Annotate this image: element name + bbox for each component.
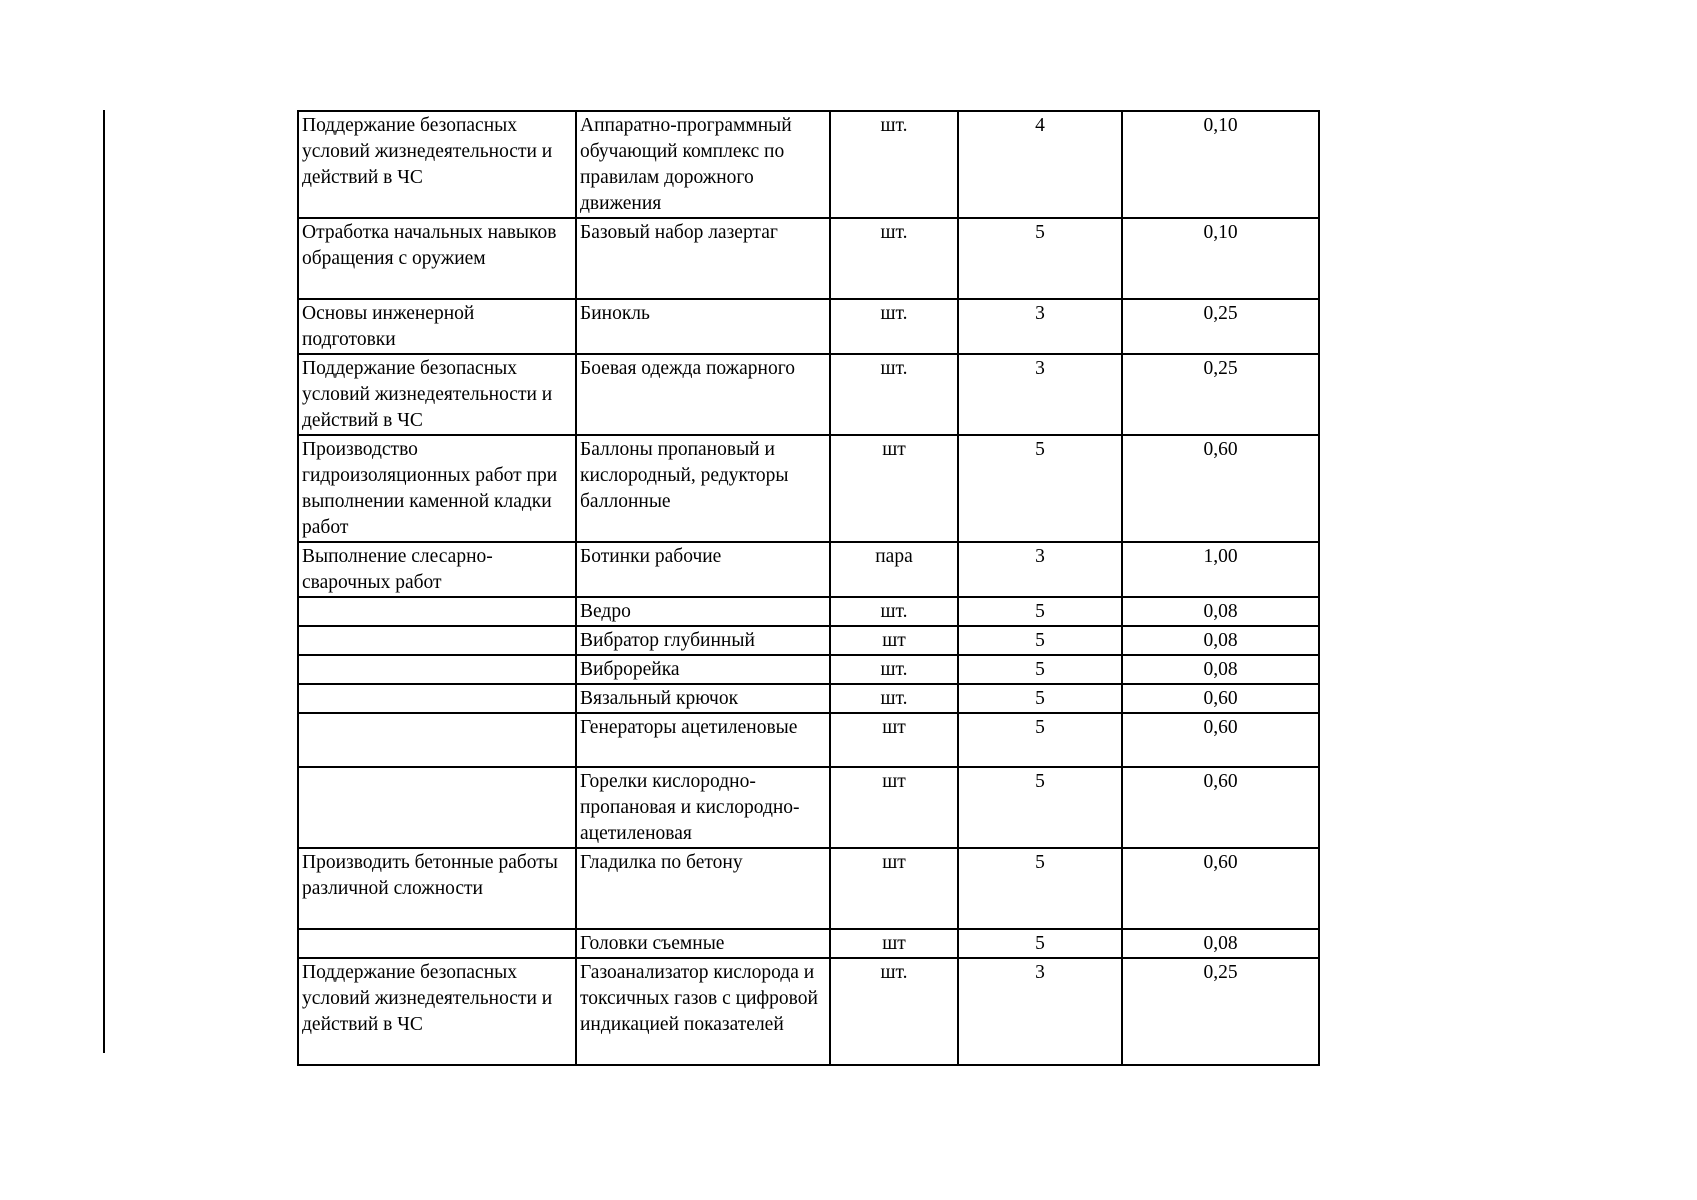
norm-cell: 0,60 [1122,767,1319,848]
unit-cell: пара [830,542,958,597]
unit-cell: шт [830,929,958,958]
table-row [298,929,1319,958]
norm-cell: 0,08 [1122,597,1319,626]
table-row [298,299,1319,354]
quantity-cell: 4 [958,111,1122,218]
unit-cell: шт. [830,597,958,626]
table-row [298,848,1319,929]
item-cell: Газоанализатор кислорода и токсичных газов с цифровой индикацией показателей [576,958,830,1065]
item-cell: Баллоны пропановый и кислородный, редукторы баллонные [576,435,830,542]
table-row [298,435,1319,542]
table-row [298,597,1319,626]
unit-cell: шт [830,767,958,848]
unit-cell: шт [830,848,958,929]
activity-cell: Поддержание безопасных условий жизнедеятельности и действий в ЧС [298,958,576,1065]
activity-cell [298,597,576,626]
activity-cell: Поддержание безопасных условий жизнедеятельности и действий в ЧС [298,354,576,435]
norm-cell: 0,60 [1122,684,1319,713]
norm-cell: 0,10 [1122,218,1319,299]
quantity-cell: 5 [958,655,1122,684]
norm-cell: 0,60 [1122,848,1319,929]
norm-cell: 1,00 [1122,542,1319,597]
quantity-cell: 5 [958,929,1122,958]
unit-cell: шт [830,435,958,542]
quantity-cell: 5 [958,767,1122,848]
activity-cell [298,929,576,958]
quantity-cell: 5 [958,597,1122,626]
item-cell: Бинокль [576,299,830,354]
norm-cell: 0,25 [1122,354,1319,435]
item-cell: Вибратор глубинный [576,626,830,655]
unit-cell: шт. [830,111,958,218]
item-cell: Головки съемные [576,929,830,958]
activity-cell [298,713,576,767]
activity-cell [298,684,576,713]
activity-cell: Поддержание безопасных условий жизнедеятельности и действий в ЧС [298,111,576,218]
activity-cell: Производство гидроизоляционных работ при выполнении каменной кладки работ [298,435,576,542]
unit-cell: шт. [830,299,958,354]
item-cell: Ведро [576,597,830,626]
table-row [298,767,1319,848]
quantity-cell: 5 [958,713,1122,767]
table-row [298,626,1319,655]
unit-cell: шт. [830,218,958,299]
norm-cell: 0,25 [1122,299,1319,354]
unit-cell: шт. [830,684,958,713]
activity-cell: Производить бетонные работы различной сложности [298,848,576,929]
table-row [298,218,1319,299]
equipment-table [297,110,1320,1066]
norm-cell: 0,10 [1122,111,1319,218]
table-row [298,111,1319,218]
unit-cell: шт. [830,958,958,1065]
table-row [298,684,1319,713]
item-cell: Ботинки рабочие [576,542,830,597]
table-row [298,958,1319,1065]
item-cell: Виброрейка [576,655,830,684]
quantity-cell: 3 [958,299,1122,354]
quantity-cell: 5 [958,848,1122,929]
unit-cell: шт [830,713,958,767]
unit-cell: шт. [830,655,958,684]
quantity-cell: 5 [958,218,1122,299]
table-row [298,354,1319,435]
norm-cell: 0,60 [1122,435,1319,542]
quantity-cell: 3 [958,958,1122,1065]
item-cell: Боевая одежда пожарного [576,354,830,435]
page-margin-line [103,110,105,1053]
activity-cell [298,626,576,655]
activity-cell: Основы инженерной подготовки [298,299,576,354]
item-cell: Аппаратно-программный обучающий комплекс по правилам дорожного движения [576,111,830,218]
norm-cell: 0,08 [1122,655,1319,684]
table-row [298,655,1319,684]
quantity-cell: 5 [958,626,1122,655]
table-row [298,542,1319,597]
table-row [298,713,1319,767]
activity-cell: Отработка начальных навыков обращения с оружием [298,218,576,299]
item-cell: Вязальный крючок [576,684,830,713]
unit-cell: шт. [830,354,958,435]
norm-cell: 0,25 [1122,958,1319,1065]
activity-cell: Выполнение слесарно-сварочных работ [298,542,576,597]
item-cell: Генераторы ацетиленовые [576,713,830,767]
norm-cell: 0,60 [1122,713,1319,767]
activity-cell [298,655,576,684]
norm-cell: 0,08 [1122,929,1319,958]
quantity-cell: 5 [958,435,1122,542]
quantity-cell: 5 [958,684,1122,713]
activity-cell [298,767,576,848]
unit-cell: шт [830,626,958,655]
item-cell: Базовый набор лазертаг [576,218,830,299]
item-cell: Горелки кислородно-пропановая и кислородно-ацетиленовая [576,767,830,848]
quantity-cell: 3 [958,542,1122,597]
norm-cell: 0,08 [1122,626,1319,655]
item-cell: Гладилка по бетону [576,848,830,929]
quantity-cell: 3 [958,354,1122,435]
